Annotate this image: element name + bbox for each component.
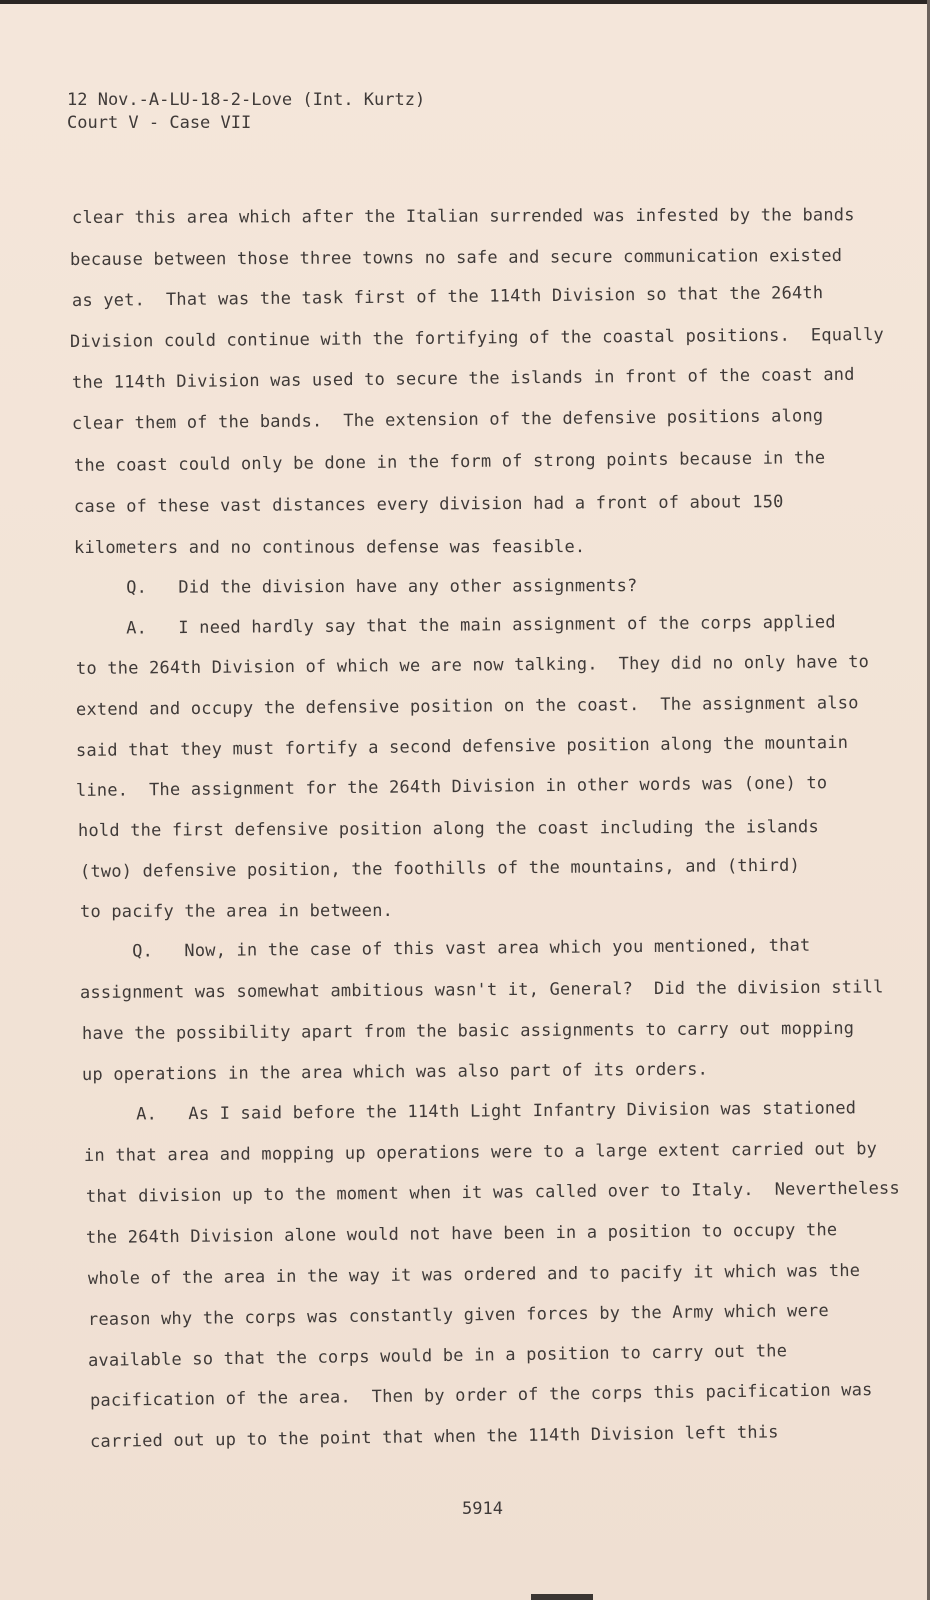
- transcript-line: clear them of the bands. The extension of the defensive positions along: [71, 406, 824, 434]
- transcript-line: have the possibility apart from the basic assignments to carry out mopping: [81, 1018, 855, 1044]
- transcript-line: pacification of the area. Then by order of the corps this pacification was: [89, 1380, 873, 1411]
- transcript-line: clear this area which after the Italian surrended was infested by the bands: [71, 205, 855, 228]
- transcript-line: whole of the area in the way it was ordered and to pacify it which was the: [87, 1260, 861, 1289]
- header-court-line: Court V - Case VII: [67, 113, 252, 133]
- transcript-line: extend and occupy the defensive position on the coast. The assignment also: [75, 693, 859, 720]
- transcript-line: up operations in the area which was also part of its orders.: [81, 1059, 709, 1085]
- transcript-line: available so that the corps would be in a position to carry out the: [87, 1341, 788, 1371]
- transcript-line: line. The assignment for the 264th Division in other words was (one) to: [75, 773, 828, 801]
- transcript-line: Q. Now, in the case of this vast area which you mentioned, that: [79, 935, 811, 962]
- transcript-line: the 264th Division alone would not have been in a position to occupy the: [85, 1220, 838, 1248]
- transcript-line: kilometers and no continous defense was feasible.: [73, 537, 586, 558]
- transcript-line: because between those three towns no safe and secure communication existed: [69, 245, 843, 270]
- transcript-line: to pacify the area in between.: [79, 900, 394, 922]
- transcript-line: the 114th Division was used to secure the islands in front of the coast and: [71, 364, 855, 393]
- transcript-line: carried out up to the point that when the 114th Division left this: [89, 1422, 779, 1452]
- transcript-line: A. I need hardly say that the main assignment of the corps applied: [73, 612, 836, 639]
- page-top-edge: [0, 0, 930, 4]
- transcript-line: as yet. That was the task first of the 114th Division so that the 264th: [71, 283, 824, 311]
- transcript-line: to the 264th Division of which we are now talking. They did no only have to: [75, 652, 870, 679]
- transcript-line: Q. Did the division have any other assignments?: [73, 576, 638, 598]
- transcript-line: (two) defensive position, the foothills of the mountains, and (third): [79, 855, 801, 882]
- binder-tab: [531, 1594, 593, 1600]
- transcript-line: Division could continue with the fortifying of the coastal positions. Equally: [69, 324, 884, 352]
- transcript-line: A. As I said before the 114th Light Infantry Division was stationed: [83, 1098, 857, 1125]
- transcript-line: the coast could only be done in the form of strong points because in the: [73, 448, 826, 476]
- transcript-line: that division up to the moment when it was called over to Italy. Nevertheless: [85, 1178, 900, 1207]
- transcript-line: reason why the corps was constantly given forces by the Army which were: [87, 1300, 829, 1330]
- transcript-line: hold the first defensive position along the coast including the islands: [77, 817, 819, 841]
- header-session-line: 12 Nov.-A-LU-18-2-Love (Int. Kurtz): [67, 90, 426, 110]
- transcript-line: assignment was somewhat ambitious wasn't it, General? Did the division still: [79, 977, 884, 1003]
- page-number: 5914: [462, 1499, 503, 1519]
- document-header: [67, 89, 425, 135]
- transcript-line: case of these vast distances every division had a front of about 150: [73, 492, 784, 517]
- transcript-line: said that they must fortify a second defensive position along the mountain: [75, 732, 849, 761]
- transcript-line: in that area and mopping up operations were to a large extent carried out by: [83, 1139, 878, 1166]
